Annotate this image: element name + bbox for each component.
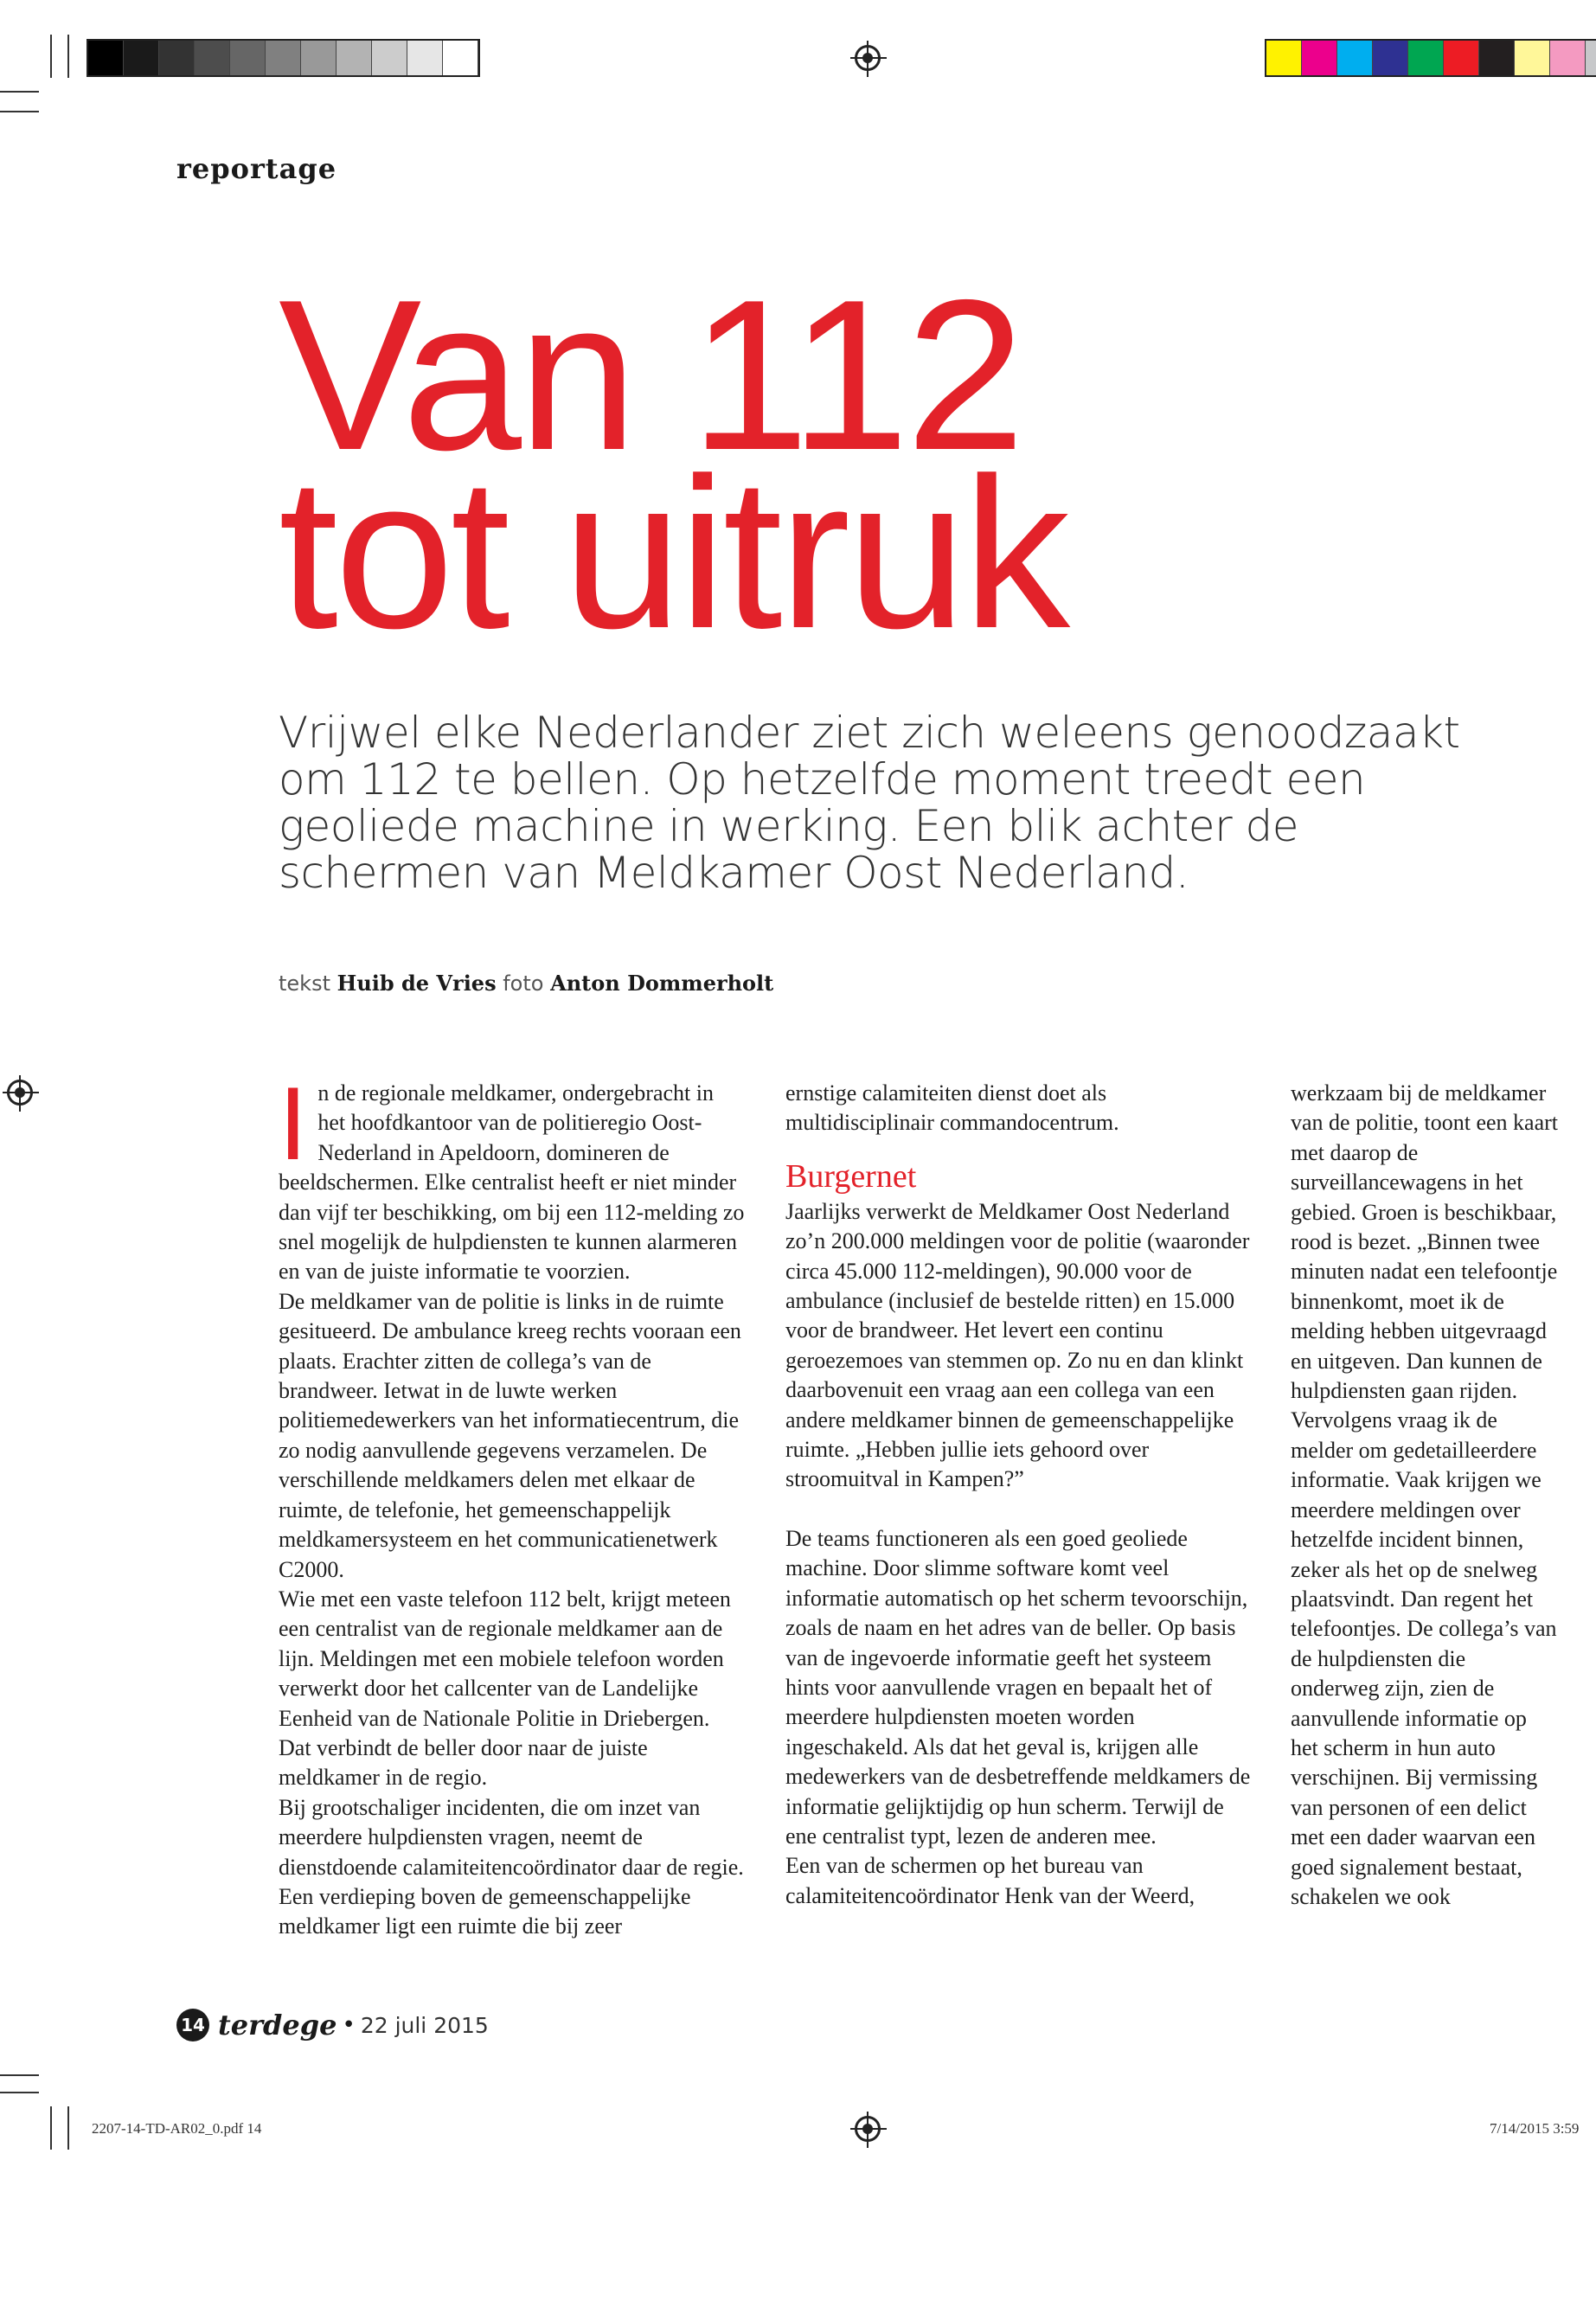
color-swatch — [1302, 41, 1337, 75]
author-name: Huib de Vries — [337, 971, 497, 996]
magazine-logo: terdege — [218, 2009, 337, 2041]
drop-cap: I — [279, 1066, 308, 1182]
page-footer — [176, 2009, 489, 2041]
registration-mark-icon — [855, 2116, 881, 2142]
intro-paragraph: Vrijwel elke Nederlander ziet zich weleens genoodzaakt om 112 te bellen. Op hetzelfde moment treedt een geoliede machine in werking. Een blik achter de schermen van Meldkamer Oost Nederland. — [279, 708, 1460, 898]
photographer-name: Anton Dommerholt — [550, 971, 774, 996]
color-swatch — [1337, 41, 1373, 75]
color-swatch — [1479, 41, 1515, 75]
crop-mark — [67, 35, 69, 78]
registration-mark-icon — [7, 1080, 33, 1106]
color-swatch — [1373, 41, 1408, 75]
crop-mark — [50, 2106, 52, 2150]
color-swatch — [124, 41, 159, 75]
color-swatch — [266, 41, 301, 75]
section-label: reportage — [176, 152, 337, 185]
title-line-1: Van 112 — [279, 254, 1022, 495]
crop-mark — [0, 111, 39, 112]
body-paragraph: De teams functioneren als een goed geoliede machine. Door slimme software komt veel informatie automatisch op het scherm tevoorschijn, zoals de naam en het adres van de beller. Op basis van de ingevoerde informatie geeft het systeem hints voor aanvullende vragen en bepaalt het of meerdere hulpdiensten moeten worden ingeschakeld. Als dat het geval is, krijgen alle medewerkers van de desbetreffende meldkamers de informatie gelijktijdig op hun scherm. Terwijl de ene centralist typt, lezen de anderen mee. — [785, 1525, 1251, 1849]
grayscale-color-bar — [87, 39, 480, 77]
color-swatch — [1550, 41, 1586, 75]
crop-mark — [0, 2092, 39, 2093]
body-paragraph: Jaarlijks verwerkt de Meldkamer Oost Nederland zo’n 200.000 meldingen voor de politie (waaronder circa 45.000 112-meldingen), 90.000 voor de ambulance (inclusief de bestelde ritten) en 15.000 voor de brandweer. Het levert een continu geroezemoes van stemmen op. Zo nu en dan klinkt daarbovenuit een vraag aan een collega van een andere meldkamer binnen de gemeenschappelijke ruimte. „Hebben jullie iets gehoord over stroomuitval in Kampen?” — [785, 1198, 1250, 1492]
color-swatch — [443, 41, 478, 75]
body-paragraph: werkzaam bij de meldkamer van de politie, toont een kaart met daarop de surveillancewagens in het gebied. Groen is beschikbaar, rood is bezet. „Binnen twee minuten nadat een telefoontje binnenkomt, moet ik de melding hebben uitgevraagd en uitgeven. Dan kunnen de hulpdiensten gaan rijden. Vervolgens vraag ik de melder om gedetailleerdere informatie. Vaak krijgen we meerdere meldingen over hetzelfde incident binnen, zeker als het op de snelweg plaatsvindt. Dan regent het telefoontjes. De collega’s van de hulpdiensten die onderweg zijn, zien de aanvullende informatie op het scherm in hun auto verschijnen. Bij vermissing van personen of een delict met een dader waarvan een goed signalement bestaat, schakelen we ook — [1291, 1080, 1559, 1909]
color-swatch — [301, 41, 337, 75]
footer-separator: • — [342, 2012, 356, 2038]
color-swatch — [1444, 41, 1479, 75]
body-paragraph: ernstige calamiteiten dienst doet als multidisciplinair commandocentrum. — [785, 1080, 1119, 1136]
subheading: Burgernet — [785, 1157, 917, 1195]
color-swatch — [407, 41, 443, 75]
color-swatch — [372, 41, 407, 75]
color-swatch — [159, 41, 195, 75]
body-paragraph: Wie met een vaste telefoon 112 belt, krijgt meteen een centralist van de regionale meldkamer aan de lijn. Meldingen met een mobiele telefoon worden verwerkt door het callcenter van de Landelijke Eenheid van de Nationale Politie in Driebergen. Dat verbindt de beller door naar de juiste meldkamer in de regio. — [279, 1586, 731, 1791]
color-swatch — [230, 41, 266, 75]
color-swatch — [1586, 41, 1596, 75]
crop-mark — [67, 2106, 69, 2150]
body-paragraph: Een van de schermen op het bureau van calamiteitencoördinator Henk van der Weerd, — [785, 1853, 1195, 1908]
color-swatch — [1266, 41, 1302, 75]
print-slug-file: 2207-14-TD-AR02_0.pdf 14 — [92, 2120, 262, 2137]
color-swatch — [337, 41, 372, 75]
color-swatch — [1408, 41, 1444, 75]
page-number: 14 — [176, 2009, 209, 2041]
article-column-1 — [279, 1066, 746, 1942]
article-title — [279, 254, 1067, 673]
title-line-2: tot uitruk — [279, 433, 1067, 673]
color-swatch — [1515, 41, 1550, 75]
body-paragraph: In de regionale meldkamer, ondergebracht in het hoofdkantoor van de politieregio Oost-Nederland in Apeldoorn, domineren de beeldschermen. Elke centralist heeft er niet minder dan vijf ter beschikking, om bij een 112-melding zo snel mogelijk de hulpdiensten te kunnen alarmeren en van de juiste informatie te voorzien. — [279, 1066, 745, 1285]
issue-date: 22 juli 2015 — [360, 2012, 489, 2038]
body-paragraph: De meldkamer van de politie is links in de ruimte gesitueerd. De ambulance kreeg rechts vooraan een plaats. Erachter zitten de collega’s van de brandweer. Ietwat in de luwte werken politiemedewerkers van het informatiecentrum, die zo nodig aanvullende gegevens verzamelen. De verschillende meldkamers delen met elkaar de ruimte, de telefonie, het gemeenschappelijk meldkamersysteem en het communicatienetwerk C2000. — [279, 1288, 741, 1582]
color-swatch — [195, 41, 230, 75]
photo-credit-label: foto — [503, 971, 544, 996]
byline — [279, 971, 773, 996]
body-paragraph: Bij grootschaliger incidenten, die om inzet van meerdere hulpdiensten vragen, neemt de dienstdoende calamiteitencoördinator daar de regie. Een verdieping boven de gemeenschappelijke meldkamer ligt een ruimte die bij zeer — [279, 1794, 744, 1939]
article-column-3 — [1291, 1079, 1559, 1912]
crop-mark — [0, 2074, 39, 2076]
color-swatch — [88, 41, 124, 75]
article-column-2 — [785, 1079, 1257, 1911]
process-color-bar — [1265, 39, 1596, 77]
registration-mark-icon — [855, 45, 881, 71]
crop-mark — [50, 35, 52, 78]
text-credit-label: tekst — [279, 971, 330, 996]
print-slug-timestamp: 7/14/2015 3:59 — [1490, 2120, 1580, 2137]
crop-mark — [0, 91, 39, 93]
